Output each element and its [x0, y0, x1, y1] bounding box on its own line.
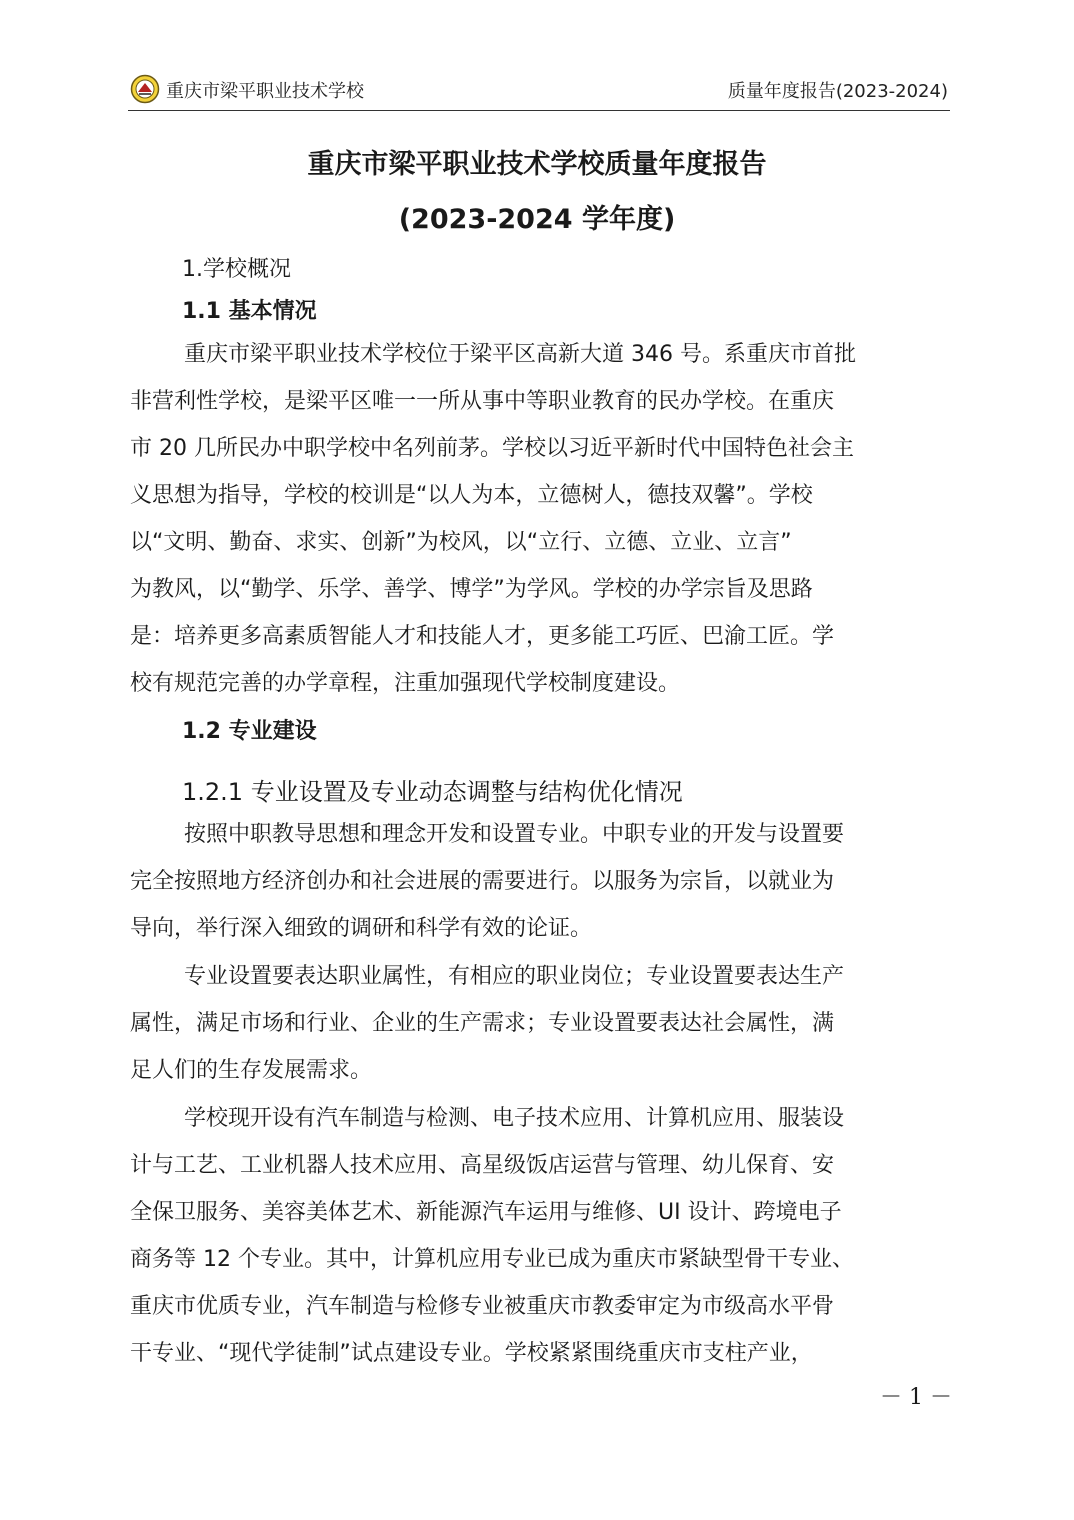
document-title: 重庆市梁平职业技术学校质量年度报告 — [307, 149, 767, 180]
text-line: 足人们的生存发展需求。 — [130, 1058, 373, 1083]
text-line: 是：培养更多高素质智能人才和技能人才，更多能工巧匠、巴渝工匠。学 — [130, 624, 835, 649]
text-line: 全保卫服务、美容美体艺术、新能源汽车运用与维修、UI 设计、跨境电子 — [130, 1200, 842, 1225]
text-line: 干专业、“现代学徒制”试点建设专业。学校紧紧围绕重庆市支柱产业， — [130, 1341, 813, 1366]
page-number: － 1 － — [880, 1385, 952, 1410]
section-heading-1-2-1: 1.2.1 专业设置及专业动态调整与结构优化情况 — [182, 778, 683, 806]
text-line: 重庆市梁平职业技术学校位于梁平区高新大道 346 号。系重庆市首批 — [184, 342, 856, 367]
section-heading-1-1: 1.1 基本情况 — [182, 299, 317, 324]
text-line: 非营利性学校，是梁平区唯一一所从事中等职业教育的民办学校。在重庆 — [130, 389, 835, 414]
text-line: 计与工艺、工业机器人技术应用、高星级饭店运营与管理、幼儿保育、安 — [130, 1153, 835, 1178]
text-line: 属性，满足市场和行业、企业的生产需求；专业设置要表达社会属性，满 — [130, 1011, 835, 1036]
section-heading-1: 1.学校概况 — [182, 257, 291, 282]
text-line: 完全按照地方经济创办和社会进展的需要进行。以服务为宗旨，以就业为 — [130, 869, 835, 894]
text-line: 市 20 几所民办中职学校中名列前茅。学校以习近平新时代中国特色社会主 — [130, 436, 854, 461]
text-line: 商务等 12 个专业。其中，计算机应用专业已成为重庆市紧缺型骨干专业、 — [130, 1247, 854, 1272]
header-report-title: 质量年度报告(2023-2024) — [727, 81, 948, 102]
text-line: 学校现开设有汽车制造与检测、电子技术应用、计算机应用、服装设 — [184, 1106, 845, 1131]
section-heading-1-2: 1.2 专业建设 — [182, 719, 317, 744]
document-subtitle: (2023-2024 学年度) — [398, 204, 676, 235]
text-line: 按照中职教导思想和理念开发和设置专业。中职专业的开发与设置要 — [184, 822, 845, 847]
text-line: 导向，举行深入细致的调研和科学有效的论证。 — [130, 916, 593, 941]
page-header — [128, 70, 950, 111]
school-logo-icon — [130, 74, 160, 104]
text-line: 以“文明、勤奋、求实、创新”为校风，以“立行、立德、立业、立言” — [130, 530, 792, 555]
text-line: 为教风，以“勤学、乐学、善学、博学”为学风。学校的办学宗旨及思路 — [130, 577, 813, 602]
header-school-name: 重庆市梁平职业技术学校 — [166, 81, 364, 102]
text-line: 专业设置要表达职业属性，有相应的职业岗位；专业设置要表达生产 — [184, 964, 845, 989]
text-line: 重庆市优质专业，汽车制造与检修专业被重庆市教委审定为市级高水平骨 — [130, 1294, 835, 1319]
text-line: 校有规范完善的办学章程，注重加强现代学校制度建设。 — [130, 671, 681, 696]
text-line: 义思想为指导，学校的校训是“以人为本，立德树人，德技双馨”。学校 — [130, 483, 813, 508]
